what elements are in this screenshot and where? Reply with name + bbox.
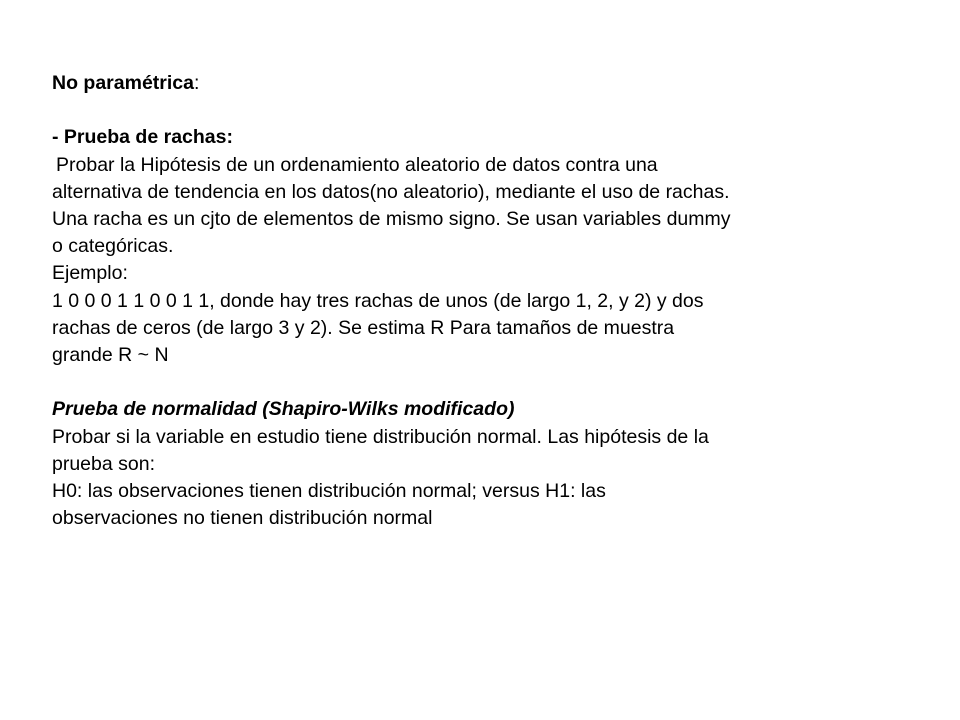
- blank-line: [52, 97, 892, 124]
- section-title-line: [52, 70, 892, 97]
- runs-test-heading: - Prueba de rachas:: [52, 126, 233, 149]
- runs-test-text-line: rachas de ceros (de largo 3 y 2). Se estima R Para tamaños de muestra: [52, 316, 675, 339]
- normality-test-text-line: H0: las observaciones tienen distribución normal; versus H1: las: [52, 480, 606, 503]
- runs-test-text-line: alternativa de tendencia en los datos(no aleatorio), mediante el uso de rachas.: [52, 180, 730, 203]
- runs-test-text-line: Una racha es un cjto de elementos de mismo signo. Se usan variables dummy: [52, 208, 731, 230]
- normality-test-text-line: prueba son:: [52, 452, 155, 475]
- runs-test-example-label: Ejemplo:: [52, 262, 128, 285]
- slide-content: [52, 70, 892, 532]
- runs-test-text-line: grande R ~ N: [52, 344, 169, 367]
- runs-test-text-line: 1 0 0 0 1 1 0 0 1 1, donde hay tres rachas de unos (de largo 1, 2, y 2) y dos: [52, 289, 704, 312]
- normality-test-text-line: Probar si la variable en estudio tiene distribución normal. Las hipótesis de la: [52, 425, 709, 448]
- runs-test-text-line: Probar la Hipótesis de un ordenamiento aleatorio de datos contra una: [56, 153, 658, 176]
- section-title: No paramétrica: [52, 72, 194, 94]
- normality-test-text-line: observaciones no tienen distribución normal: [52, 507, 433, 530]
- runs-test-text-line: o categóricas.: [52, 235, 174, 258]
- normality-test-heading: Prueba de normalidad (Shapiro-Wilks modificado): [52, 398, 515, 421]
- blank-line: [52, 369, 892, 396]
- section-title-colon: :: [193, 72, 200, 94]
